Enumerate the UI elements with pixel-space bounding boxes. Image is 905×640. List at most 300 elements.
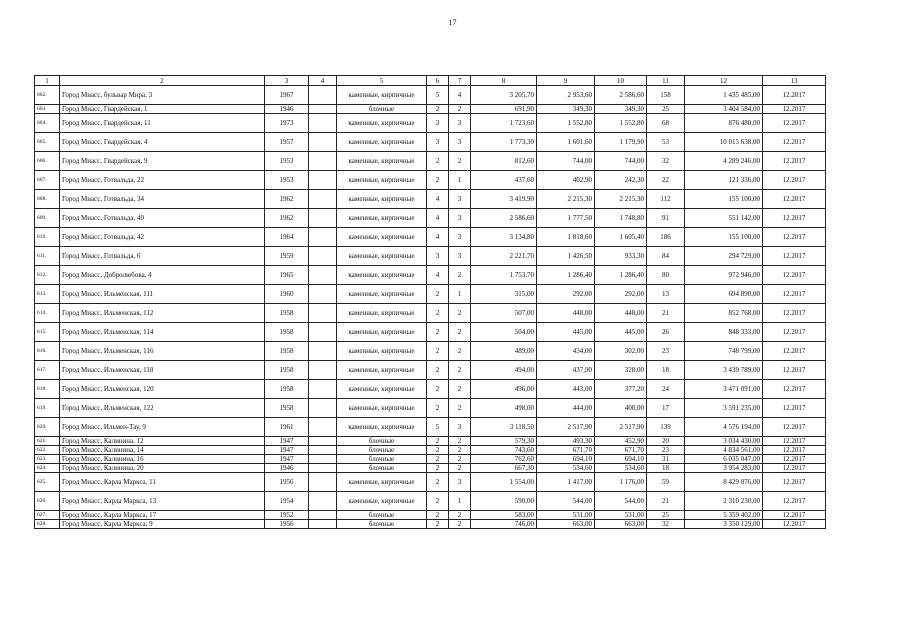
cell-residential-area: 2 517,90 — [537, 418, 595, 437]
cell-row-number: 615. — [35, 323, 60, 342]
cell-residents: 21 — [647, 304, 685, 323]
cell-year-built: 1958 — [265, 323, 309, 342]
cell-row-number: 619. — [35, 399, 60, 418]
cell-entrances: 2 — [449, 323, 471, 342]
cell-year-built: 1958 — [265, 304, 309, 323]
cell-residents: 91 — [647, 209, 685, 228]
cell-row-number: 608. — [35, 190, 60, 209]
cell-private-area: 2 586,60 — [595, 86, 647, 105]
cell-wall-material: каменные, кирпичные — [337, 418, 427, 437]
cell-col-4 — [309, 114, 337, 133]
cell-deadline: 12.2017 — [763, 133, 826, 152]
cell-wall-material: блочные — [337, 455, 427, 464]
cell-floors: 2 — [427, 285, 449, 304]
cell-wall-material: каменные, кирпичные — [337, 492, 427, 511]
cell-col-4 — [309, 473, 337, 492]
cell-wall-material: каменные, кирпичные — [337, 342, 427, 361]
header-cell-11: 11 — [647, 76, 685, 86]
cell-row-number: 609. — [35, 209, 60, 228]
cell-floors: 2 — [427, 455, 449, 464]
header-cell-9: 9 — [537, 76, 595, 86]
cell-deadline: 12.2017 — [763, 361, 826, 380]
cell-year-built: 1962 — [265, 209, 309, 228]
cell-entrances: 4 — [449, 86, 471, 105]
cell-residents: 21 — [647, 492, 685, 511]
cell-address: Город Миасс, Калинина, 14 — [60, 446, 265, 455]
cell-residents: 13 — [647, 285, 685, 304]
cell-entrances: 2 — [449, 304, 471, 323]
cell-cost: 121 336,00 — [685, 171, 763, 190]
cell-residential-area: 744,00 — [537, 152, 595, 171]
cell-row-number: 604. — [35, 114, 60, 133]
cell-residential-area: 445,00 — [537, 323, 595, 342]
cell-address: Город Миасс, Гвардейская, 9 — [60, 152, 265, 171]
cell-row-number: 626. — [35, 492, 60, 511]
cell-year-built: 1958 — [265, 361, 309, 380]
cell-floors: 2 — [427, 105, 449, 114]
cell-year-built: 1967 — [265, 86, 309, 105]
cell-entrances: 2 — [449, 446, 471, 455]
table-row — [35, 323, 826, 342]
cell-private-area: 377,20 — [595, 380, 647, 399]
cell-residential-area: 434,00 — [537, 342, 595, 361]
cell-address: Город Миасс, Готвальда, 40 — [60, 209, 265, 228]
cell-col-4 — [309, 152, 337, 171]
cell-entrances: 2 — [449, 380, 471, 399]
cell-cost: 1 435 485,00 — [685, 86, 763, 105]
cell-total-area: 494,00 — [471, 361, 537, 380]
cell-total-area: 3 118,50 — [471, 418, 537, 437]
cell-col-4 — [309, 105, 337, 114]
table-row — [35, 152, 826, 171]
cell-cost: 972 946,00 — [685, 266, 763, 285]
cell-floors: 3 — [427, 133, 449, 152]
cell-year-built: 1947 — [265, 455, 309, 464]
cell-private-area: 744,00 — [595, 152, 647, 171]
cell-col-4 — [309, 399, 337, 418]
cell-cost: 155 100,00 — [685, 228, 763, 247]
cell-year-built: 1965 — [265, 266, 309, 285]
cell-row-number: 613. — [35, 285, 60, 304]
cell-address: Город Миасс, Ильменская, 112 — [60, 304, 265, 323]
cell-deadline: 12.2017 — [763, 285, 826, 304]
cell-row-number: 617. — [35, 361, 60, 380]
cell-floors: 2 — [427, 464, 449, 473]
cell-residential-area: 1 286,40 — [537, 266, 595, 285]
cell-year-built: 1946 — [265, 464, 309, 473]
cell-total-area: 743,60 — [471, 446, 537, 455]
cell-residents: 17 — [647, 399, 685, 418]
cell-residents: 22 — [647, 171, 685, 190]
table-row — [35, 86, 826, 105]
cell-wall-material: каменные, кирпичные — [337, 171, 427, 190]
cell-residential-area: 349,30 — [537, 105, 595, 114]
cell-residential-area: 1 777,50 — [537, 209, 595, 228]
cell-year-built: 1959 — [265, 247, 309, 266]
cell-entrances: 3 — [449, 114, 471, 133]
cell-residential-area: 402,90 — [537, 171, 595, 190]
cell-address: Город Миасс, Ильменская, 120 — [60, 380, 265, 399]
cell-address: Город Миасс, Карла Маркса, 11 — [60, 473, 265, 492]
cell-entrances: 1 — [449, 171, 471, 190]
cell-residential-area: 1 426,50 — [537, 247, 595, 266]
cell-col-4 — [309, 492, 337, 511]
table-row — [35, 285, 826, 304]
cell-residential-area: 448,00 — [537, 304, 595, 323]
cell-col-4 — [309, 446, 337, 455]
cell-wall-material: блочные — [337, 446, 427, 455]
cell-residential-area: 1 552,80 — [537, 114, 595, 133]
cell-private-area: 400,00 — [595, 399, 647, 418]
cell-wall-material: каменные, кирпичные — [337, 285, 427, 304]
cell-floors: 4 — [427, 190, 449, 209]
cell-floors: 2 — [427, 323, 449, 342]
cell-deadline: 12.2017 — [763, 437, 826, 446]
cell-wall-material: каменные, кирпичные — [337, 209, 427, 228]
cell-row-number: 606. — [35, 152, 60, 171]
cell-residential-area: 2 953,60 — [537, 86, 595, 105]
header-cell-10: 10 — [595, 76, 647, 86]
cell-residential-area: 671,70 — [537, 446, 595, 455]
cell-entrances: 2 — [449, 520, 471, 529]
cell-cost: 3 954 283,00 — [685, 464, 763, 473]
cell-residents: 59 — [647, 473, 685, 492]
cell-entrances: 2 — [449, 105, 471, 114]
cell-address: Город Миасс, Гвардейская, 11 — [60, 114, 265, 133]
cell-residents: 186 — [647, 228, 685, 247]
cell-residents: 32 — [647, 520, 685, 529]
cell-row-number: 621. — [35, 437, 60, 446]
cell-col-4 — [309, 247, 337, 266]
cell-deadline: 12.2017 — [763, 323, 826, 342]
cell-total-area: 583,00 — [471, 511, 537, 520]
cell-year-built: 1958 — [265, 342, 309, 361]
cell-entrances: 1 — [449, 285, 471, 304]
cell-residents: 20 — [647, 437, 685, 446]
cell-deadline: 12.2017 — [763, 105, 826, 114]
cell-entrances: 1 — [449, 492, 471, 511]
cell-row-number: 624. — [35, 464, 60, 473]
cell-address: Город Миасс, Готвальда, 42 — [60, 228, 265, 247]
cell-col-4 — [309, 418, 337, 437]
cell-residents: 31 — [647, 455, 685, 464]
cell-entrances: 2 — [449, 399, 471, 418]
cell-entrances: 2 — [449, 437, 471, 446]
cell-wall-material: каменные, кирпичные — [337, 190, 427, 209]
cell-residential-area: 694,10 — [537, 455, 595, 464]
cell-residents: 80 — [647, 266, 685, 285]
cell-row-number: 627. — [35, 511, 60, 520]
cell-year-built: 1973 — [265, 114, 309, 133]
cell-residential-area: 663,00 — [537, 520, 595, 529]
cell-private-area: 933,30 — [595, 247, 647, 266]
cell-entrances: 2 — [449, 361, 471, 380]
cell-total-area: 3 419,90 — [471, 190, 537, 209]
cell-wall-material: каменные, кирпичные — [337, 473, 427, 492]
cell-total-area: 579,30 — [471, 437, 537, 446]
cell-total-area: 2 221,70 — [471, 247, 537, 266]
cell-row-number: 618. — [35, 380, 60, 399]
cell-deadline: 12.2017 — [763, 114, 826, 133]
cell-col-4 — [309, 455, 337, 464]
cell-cost: 2 310 230,00 — [685, 492, 763, 511]
table-row — [35, 380, 826, 399]
cell-year-built: 1946 — [265, 105, 309, 114]
cell-col-4 — [309, 228, 337, 247]
cell-entrances: 2 — [449, 511, 471, 520]
table-row — [35, 511, 826, 520]
cell-floors: 5 — [427, 86, 449, 105]
cell-private-area: 292,00 — [595, 285, 647, 304]
table-row — [35, 342, 826, 361]
page-number: 17 — [448, 18, 457, 27]
cell-private-area: 1 176,00 — [595, 473, 647, 492]
cell-deadline: 12.2017 — [763, 492, 826, 511]
cell-row-number: 620. — [35, 418, 60, 437]
cell-private-area: 534,60 — [595, 464, 647, 473]
table-row — [35, 361, 826, 380]
cell-floors: 2 — [427, 520, 449, 529]
cell-wall-material: каменные, кирпичные — [337, 152, 427, 171]
cell-row-number: 628. — [35, 520, 60, 529]
header-cell-5: 5 — [337, 76, 427, 86]
cell-address: Город Миасс, бульвар Мира, 3 — [60, 86, 265, 105]
cell-private-area: 328,00 — [595, 361, 647, 380]
cell-col-4 — [309, 380, 337, 399]
cell-entrances: 3 — [449, 228, 471, 247]
cell-wall-material: каменные, кирпичные — [337, 114, 427, 133]
table-row — [35, 455, 826, 464]
cell-residential-area: 1 818,60 — [537, 228, 595, 247]
cell-residents: 139 — [647, 418, 685, 437]
cell-floors: 4 — [427, 209, 449, 228]
cell-row-number: 623. — [35, 455, 60, 464]
cell-total-area: 590,00 — [471, 492, 537, 511]
table-row — [35, 228, 826, 247]
cell-floors: 5 — [427, 418, 449, 437]
cell-deadline: 12.2017 — [763, 455, 826, 464]
cell-residents: 112 — [647, 190, 685, 209]
cell-deadline: 12.2017 — [763, 304, 826, 323]
cell-private-area: 2 215,30 — [595, 190, 647, 209]
cell-col-4 — [309, 520, 337, 529]
cell-residential-area: 1 601,60 — [537, 133, 595, 152]
cell-residents: 23 — [647, 342, 685, 361]
cell-address: Город Миасс, Ильменская, 114 — [60, 323, 265, 342]
cell-deadline: 12.2017 — [763, 266, 826, 285]
cell-address: Город Миасс, Ильменская, 116 — [60, 342, 265, 361]
cell-row-number: 610. — [35, 228, 60, 247]
cell-deadline: 12.2017 — [763, 247, 826, 266]
cell-total-area: 746,00 — [471, 520, 537, 529]
cell-private-area: 1 286,40 — [595, 266, 647, 285]
table-row — [35, 446, 826, 455]
table-row — [35, 399, 826, 418]
table-row — [35, 520, 826, 529]
cell-address: Город Миасс, Гвардейская, 1 — [60, 105, 265, 114]
cell-deadline: 12.2017 — [763, 228, 826, 247]
cell-address: Город Миасс, Готвальда, 6 — [60, 247, 265, 266]
cell-residential-area: 531,00 — [537, 511, 595, 520]
cell-address: Город Миасс, Калинина, 20 — [60, 464, 265, 473]
cell-wall-material: каменные, кирпичные — [337, 361, 427, 380]
cell-private-area: 531,00 — [595, 511, 647, 520]
table-row — [35, 464, 826, 473]
header-cell-13: 13 — [763, 76, 826, 86]
cell-year-built: 1964 — [265, 228, 309, 247]
cell-floors: 2 — [427, 171, 449, 190]
cell-cost: 551 142,00 — [685, 209, 763, 228]
cell-deadline: 12.2017 — [763, 511, 826, 520]
cell-total-area: 812,60 — [471, 152, 537, 171]
cell-total-area: 437,60 — [471, 171, 537, 190]
cell-cost: 3 350 129,00 — [685, 520, 763, 529]
cell-residents: 53 — [647, 133, 685, 152]
cell-address: Город Миасс, Ильменская, 122 — [60, 399, 265, 418]
cell-row-number: 611. — [35, 247, 60, 266]
cell-entrances: 2 — [449, 455, 471, 464]
cell-residential-area: 544,00 — [537, 492, 595, 511]
cell-total-area: 1 773,30 — [471, 133, 537, 152]
cell-private-area: 2 517,90 — [595, 418, 647, 437]
cell-year-built: 1947 — [265, 437, 309, 446]
cell-total-area: 489,00 — [471, 342, 537, 361]
cell-year-built: 1953 — [265, 152, 309, 171]
cell-col-4 — [309, 171, 337, 190]
cell-year-built: 1957 — [265, 133, 309, 152]
cell-floors: 2 — [427, 446, 449, 455]
cell-private-area: 445,00 — [595, 323, 647, 342]
cell-total-area: 1 753,70 — [471, 266, 537, 285]
cell-cost: 3 591 235,00 — [685, 399, 763, 418]
cell-total-area: 1 554,00 — [471, 473, 537, 492]
cell-entrances: 3 — [449, 209, 471, 228]
cell-cost: 6 035 047,00 — [685, 455, 763, 464]
cell-floors: 2 — [427, 492, 449, 511]
cell-year-built: 1958 — [265, 399, 309, 418]
cell-floors: 2 — [427, 399, 449, 418]
cell-residents: 25 — [647, 105, 685, 114]
cell-total-area: 507,00 — [471, 304, 537, 323]
cell-row-number: 614. — [35, 304, 60, 323]
cell-private-area: 349,30 — [595, 105, 647, 114]
cell-address: Город Миасс, Ильмен-Тау, 9 — [60, 418, 265, 437]
header-cell-12: 12 — [685, 76, 763, 86]
cell-col-4 — [309, 209, 337, 228]
cell-col-4 — [309, 464, 337, 473]
cell-private-area: 671,70 — [595, 446, 647, 455]
cell-total-area: 498,00 — [471, 399, 537, 418]
cell-total-area: 3 134,80 — [471, 228, 537, 247]
cell-wall-material: блочные — [337, 520, 427, 529]
cell-cost: 294 729,00 — [685, 247, 763, 266]
cell-year-built: 1956 — [265, 473, 309, 492]
cell-total-area: 667,30 — [471, 464, 537, 473]
cell-row-number: 603. — [35, 105, 60, 114]
cell-wall-material: блочные — [337, 511, 427, 520]
cell-private-area: 452,90 — [595, 437, 647, 446]
cell-floors: 2 — [427, 511, 449, 520]
cell-residents: 18 — [647, 464, 685, 473]
table-row — [35, 437, 826, 446]
cell-residents: 25 — [647, 511, 685, 520]
cell-wall-material: каменные, кирпичные — [337, 380, 427, 399]
cell-col-4 — [309, 511, 337, 520]
cell-wall-material: каменные, кирпичные — [337, 323, 427, 342]
cell-row-number: 612. — [35, 266, 60, 285]
cell-address: Город Миасс, Ильменская, 111 — [60, 285, 265, 304]
cell-row-number: 625. — [35, 473, 60, 492]
cell-floors: 2 — [427, 361, 449, 380]
cell-wall-material: блочные — [337, 105, 427, 114]
cell-row-number: 616. — [35, 342, 60, 361]
cell-total-area: 762,60 — [471, 455, 537, 464]
cell-private-area: 302,00 — [595, 342, 647, 361]
table-row — [35, 105, 826, 114]
cell-residents: 158 — [647, 86, 685, 105]
cell-col-4 — [309, 361, 337, 380]
header-cell-3: 3 — [265, 76, 309, 86]
cell-residents: 32 — [647, 152, 685, 171]
cell-residential-area: 1 417,00 — [537, 473, 595, 492]
cell-year-built: 1961 — [265, 418, 309, 437]
cell-entrances: 3 — [449, 418, 471, 437]
cell-floors: 2 — [427, 304, 449, 323]
cell-row-number: 605. — [35, 133, 60, 152]
cell-col-4 — [309, 285, 337, 304]
header-row — [35, 76, 826, 86]
cell-address: Город Миасс, Карла Маркса, 17 — [60, 511, 265, 520]
cell-cost: 3 471 091,00 — [685, 380, 763, 399]
housing-table — [34, 75, 826, 529]
cell-floors: 2 — [427, 473, 449, 492]
cell-cost: 848 333,00 — [685, 323, 763, 342]
cell-private-area: 1 552,80 — [595, 114, 647, 133]
cell-wall-material: каменные, кирпичные — [337, 399, 427, 418]
cell-year-built: 1952 — [265, 511, 309, 520]
cell-residential-area: 444,00 — [537, 399, 595, 418]
cell-private-area: 663,00 — [595, 520, 647, 529]
cell-year-built: 1960 — [265, 285, 309, 304]
cell-wall-material: каменные, кирпичные — [337, 266, 427, 285]
cell-floors: 2 — [427, 152, 449, 171]
cell-deadline: 12.2017 — [763, 520, 826, 529]
cell-cost: 155 100,00 — [685, 190, 763, 209]
cell-year-built: 1958 — [265, 380, 309, 399]
cell-residents: 26 — [647, 323, 685, 342]
header-cell-8: 8 — [471, 76, 537, 86]
cell-cost: 3 034 430,00 — [685, 437, 763, 446]
header-cell-4: 4 — [309, 76, 337, 86]
header-cell-1: 1 — [35, 76, 60, 86]
cell-cost: 748 799,00 — [685, 342, 763, 361]
cell-address: Город Миасс, Готвальда, 22 — [60, 171, 265, 190]
cell-row-number: 622. — [35, 446, 60, 455]
cell-deadline: 12.2017 — [763, 446, 826, 455]
cell-col-4 — [309, 304, 337, 323]
cell-cost: 4 289 246,00 — [685, 152, 763, 171]
header-cell-7: 7 — [449, 76, 471, 86]
cell-private-area: 1 605,40 — [595, 228, 647, 247]
cell-residential-area: 437,90 — [537, 361, 595, 380]
cell-col-4 — [309, 86, 337, 105]
cell-private-area: 242,30 — [595, 171, 647, 190]
cell-private-area: 448,00 — [595, 304, 647, 323]
cell-residents: 84 — [647, 247, 685, 266]
cell-deadline: 12.2017 — [763, 464, 826, 473]
table-row — [35, 209, 826, 228]
cell-residents: 18 — [647, 361, 685, 380]
